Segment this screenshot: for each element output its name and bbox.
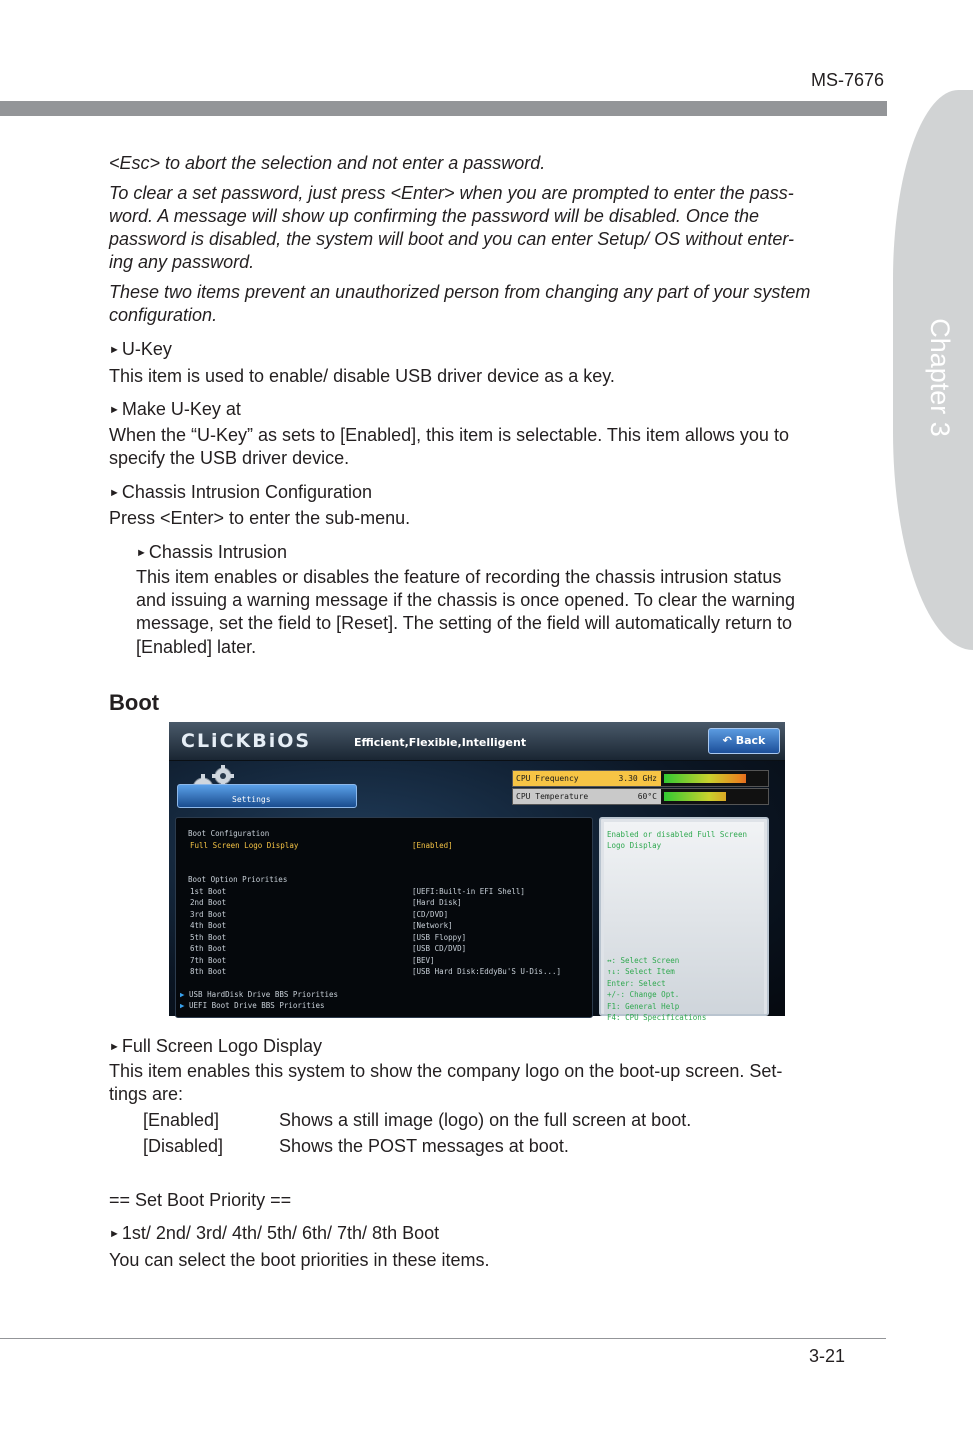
priorities-header: Boot Option Priorities (188, 875, 288, 884)
option-enabled-key: [Enabled] (143, 1110, 220, 1130)
cpu-frequency-bar-mask (746, 774, 764, 783)
boot-1-value[interactable]: [UEFI:Built-in EFI Shell] (412, 887, 525, 896)
cpu-temperature-bar (664, 792, 764, 801)
prevent-line-2: configuration. (109, 305, 218, 325)
help-panel-inner (604, 822, 764, 1022)
chassis-intrusion-line-1: This item enables or disables the feature of recording the chassis intrusion status (136, 567, 782, 587)
boot-4-label[interactable]: 4th Boot (190, 921, 227, 930)
key-hint-3: Enter: Select (607, 979, 666, 988)
boot-4-value[interactable]: [Network] (412, 921, 453, 930)
chassis-intrusion-heading (136, 541, 845, 564)
option-disabled-key: [Disabled] (143, 1136, 224, 1156)
bullet-triangle-icon: ► (109, 1041, 120, 1053)
boot-8-label[interactable]: 8th Boot (190, 967, 227, 976)
chassis-config-text: Press <Enter> to enter the sub-menu. (109, 508, 411, 528)
boot-order-text: You can select the boot priorities in these items. (109, 1250, 490, 1270)
prevent-line-1: These two items prevent an unauthorized person from changing any part of your system (109, 282, 811, 302)
key-hint-6: F4: CPU Specifications (607, 1013, 707, 1022)
bios-logo: CLiCKBiOS (181, 730, 312, 752)
uefi-boot-priorities-item[interactable] (180, 1000, 325, 1011)
chassis-intrusion-line-2: and issuing a warning message if the chassis is once opened. To clear the warning (136, 590, 796, 610)
submenu-arrow-icon: ▶ (180, 1001, 190, 1010)
chapter-tab-label-wrap (888, 318, 968, 437)
clear-line-4: ing any password. (109, 252, 255, 272)
boot-8-value[interactable]: [USB Hard Disk:EddyBu'S U-Dis...] (412, 967, 562, 976)
bios-screenshot (169, 722, 785, 1022)
usb-harddisk-priorities-item[interactable] (180, 989, 338, 1000)
chapter-tab-label: Chapter 3 (924, 318, 955, 437)
boot-2-value[interactable]: [Hard Disk] (412, 898, 462, 907)
page-number: 3-21 (808, 1346, 845, 1366)
bios-tagline: Efficient,Flexible,Intelligent (354, 736, 527, 749)
make-u-key-line-2: specify the USB driver device. (109, 448, 350, 468)
section-title: Boot (109, 690, 160, 715)
clear-line-2: word. A message will show up confirming the password will be disabled. Once the (109, 206, 759, 226)
back-label: Back (735, 734, 766, 747)
chassis-intrusion-title: Chassis Intrusion (148, 542, 287, 562)
u-key-title: U-Key (121, 339, 172, 359)
usb-harddisk-priorities-label: USB HardDisk Drive BBS Priorities (189, 990, 339, 999)
back-button[interactable] (708, 728, 780, 754)
full-screen-logo-value[interactable]: [Enabled] (412, 841, 453, 850)
cpu-frequency-label: CPU Frequency (513, 771, 597, 786)
esc-note: <Esc> to abort the selection and not enter a password. (109, 153, 546, 173)
cpu-frequency-bar (664, 774, 764, 783)
header-rule (0, 101, 887, 116)
boot-5-label[interactable]: 5th Boot (190, 933, 227, 942)
option-disabled (143, 1136, 569, 1157)
key-hint-2: ↑↓: Select Item (607, 967, 675, 976)
settings-label: Settings (232, 795, 271, 804)
boot-config-header: Boot Configuration (188, 829, 270, 838)
bullet-triangle-icon: ► (109, 344, 120, 356)
option-enabled-desc: Shows a still image (logo) on the full screen at boot. (279, 1110, 692, 1130)
bullet-triangle-icon: ► (109, 487, 120, 499)
boot-5-value[interactable]: [USB Floppy] (412, 933, 467, 942)
bullet-triangle-icon: ► (136, 547, 147, 559)
u-key-heading (109, 338, 845, 361)
boot-1-label[interactable]: 1st Boot (190, 887, 227, 896)
make-u-key-line-1: When the “U-Key” as sets to [Enabled], this item is selectable. This item allows you to (109, 425, 789, 445)
tab-settings[interactable] (177, 784, 357, 808)
cpu-temperature-label: CPU Temperature (513, 789, 597, 804)
clear-line-3: password is disabled, the system will boot and you can enter Setup/ OS without enter- (109, 229, 795, 249)
help-line-2: Logo Display (607, 841, 662, 850)
full-screen-line-1: This item enables this system to show the company logo on the boot-up screen. Set- (109, 1061, 783, 1081)
make-u-key-heading (109, 398, 845, 421)
chassis-intrusion-line-4: [Enabled] later. (136, 637, 257, 657)
cpu-temperature-bar-mask (726, 792, 764, 801)
boot-2-label[interactable]: 2nd Boot (190, 898, 227, 907)
key-hint-1: ↔: Select Screen (607, 956, 680, 965)
full-screen-logo-item[interactable]: Full Screen Logo Display (190, 841, 299, 850)
u-key-text: This item is used to enable/ disable USB driver device as a key. (109, 366, 615, 386)
full-screen-heading (109, 1035, 845, 1058)
boot-6-label[interactable]: 6th Boot (190, 944, 227, 953)
bios-settings-panel (175, 817, 593, 1018)
boot-7-label[interactable]: 7th Boot (190, 956, 227, 965)
boot-3-value[interactable]: [CD/DVD] (412, 910, 449, 919)
boot-order-heading (109, 1222, 845, 1245)
back-arrow-icon: ↶ (722, 734, 736, 747)
make-u-key-title: Make U-Key at (121, 399, 241, 419)
boot-order-title: 1st/ 2nd/ 3rd/ 4th/ 5th/ 6th/ 7th/ 8th Boot (121, 1223, 440, 1243)
bios-help-panel (599, 817, 769, 1022)
submenu-arrow-icon: ▶ (180, 990, 190, 999)
cpu-temperature-meter (512, 788, 769, 805)
footer-rule (0, 1338, 886, 1339)
help-line-1: Enabled or disabled Full Screen (607, 830, 747, 839)
model-number: MS-7676 (810, 70, 884, 90)
cpu-temperature-value: 60°C (597, 789, 661, 804)
chassis-config-title: Chassis Intrusion Configuration (121, 482, 373, 502)
full-screen-line-2: tings are: (109, 1084, 184, 1104)
boot-6-value[interactable]: [USB CD/DVD] (412, 944, 467, 953)
uefi-boot-priorities-label: UEFI Boot Drive BBS Priorities (189, 1001, 325, 1010)
option-disabled-desc: Shows the POST messages at boot. (279, 1136, 569, 1156)
cpu-frequency-meter (512, 770, 769, 787)
set-boot-priority: == Set Boot Priority == (109, 1190, 292, 1210)
option-enabled (143, 1110, 691, 1131)
full-screen-title: Full Screen Logo Display (121, 1036, 322, 1056)
key-hint-4: +/-: Change Opt. (607, 990, 680, 999)
chassis-config-heading (109, 481, 845, 504)
bullet-triangle-icon: ► (109, 404, 120, 416)
cpu-frequency-value: 3.30 GHz (597, 771, 661, 786)
boot-3-label[interactable]: 3rd Boot (190, 910, 227, 919)
boot-7-value[interactable]: [BEV] (412, 956, 435, 965)
chassis-intrusion-line-3: message, set the field to [Reset]. The setting of the field will automatically return to (136, 613, 792, 633)
clear-line-1: To clear a set password, just press <Enter> when you are prompted to enter the pass- (109, 183, 794, 203)
key-hint-5: F1: General Help (607, 1002, 680, 1011)
bullet-triangle-icon: ► (109, 1228, 120, 1240)
